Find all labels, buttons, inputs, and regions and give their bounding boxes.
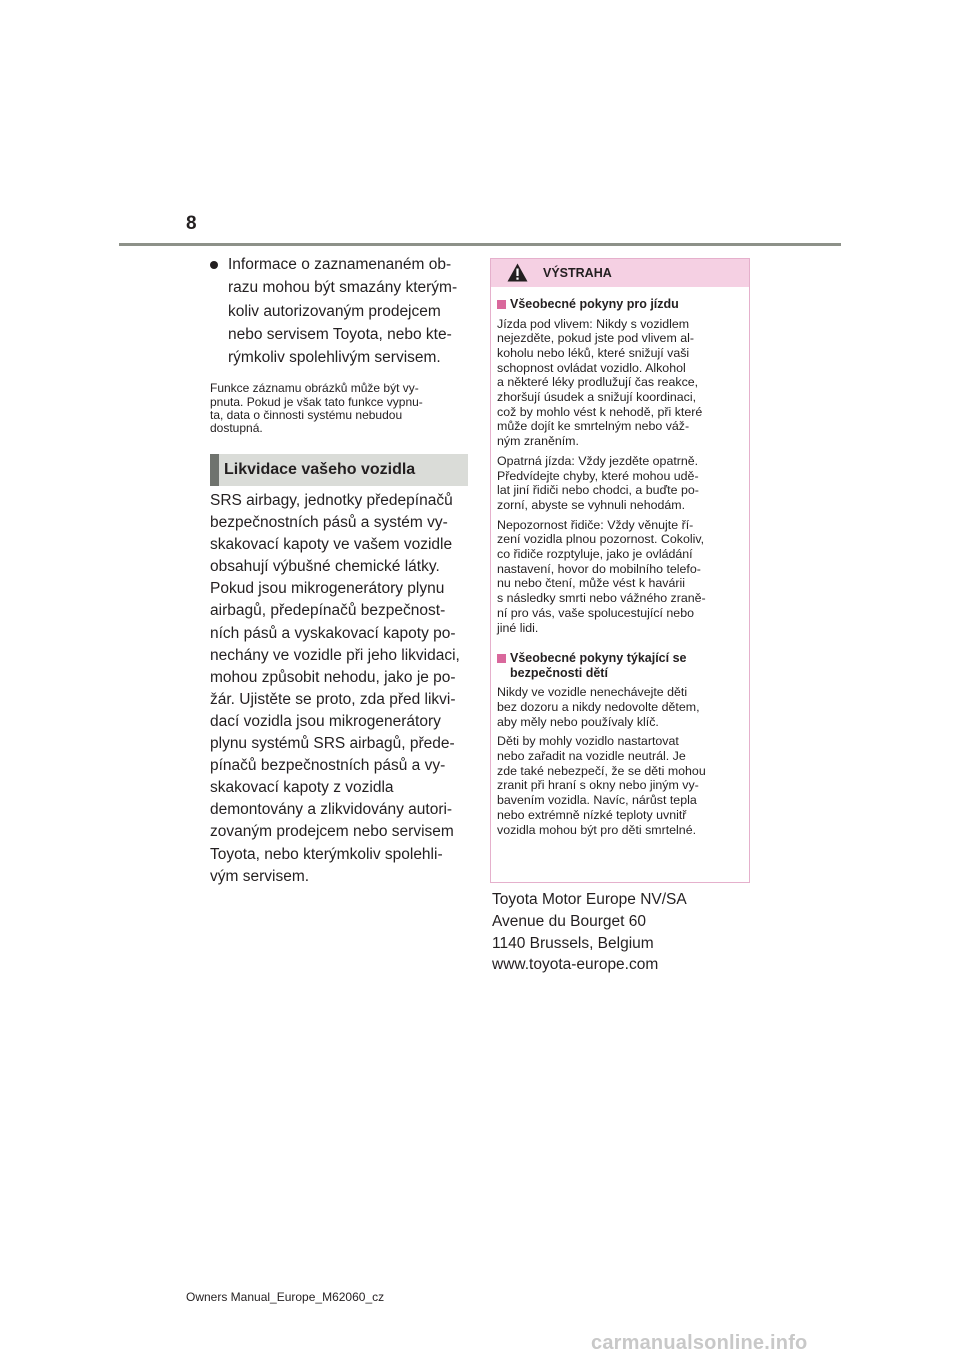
warning-line: bavením vozidla. Navíc, nárůst tepla bbox=[497, 793, 697, 808]
note-line: Funkce záznamu obrázků může být vy- bbox=[210, 381, 419, 396]
warning-paragraph bbox=[497, 685, 743, 729]
body-line: SRS airbagy, jednotky předepínačů bbox=[210, 492, 453, 509]
warning-line: koholu nebo léků, které snižují vaši bbox=[497, 345, 690, 360]
body-line: vým servisem. bbox=[210, 867, 310, 885]
warning-paragraph bbox=[497, 734, 743, 837]
warning-line: zorní, abyste se vyhnuli nehodám. bbox=[497, 497, 686, 512]
warning-section-title-line: Všeobecné pokyny pro jízdu bbox=[510, 297, 679, 311]
warning-line: nebo extrémně nízké teploty uvnitř bbox=[497, 807, 687, 822]
body-line: ních pásů a vyskakovací kapoty po- bbox=[210, 624, 456, 642]
warning-paragraph bbox=[497, 454, 743, 513]
warning-line: nastavení, hovor do mobilního telefo- bbox=[497, 561, 701, 576]
note-line: pnuta. Pokud je však tato funkce vypnu- bbox=[210, 394, 423, 409]
warning-line: vozidla mohou být pro děti smrtelné. bbox=[497, 822, 697, 837]
warning-line: aby měly nebo používaly klíč. bbox=[497, 714, 659, 729]
body-line: Toyota, nebo kterýmkoliv spolehli- bbox=[210, 845, 443, 863]
warning-line: a některé léky prodlužují čas reakce, bbox=[497, 375, 699, 390]
body-paragraph bbox=[210, 490, 468, 888]
address-block bbox=[492, 889, 687, 976]
bullet-line: nebo servisem Toyota, nebo kte- bbox=[228, 325, 452, 343]
section-heading-text: Likvidace vašeho vozidla bbox=[224, 461, 416, 478]
warning-header bbox=[491, 259, 749, 287]
address-website: www.toyota-europe.com bbox=[492, 956, 659, 974]
warning-line: Nikdy ve vozidle nenechávejte děti bbox=[497, 685, 688, 700]
header-rule bbox=[119, 243, 841, 246]
warning-line: nu nebo čtení, může vést k havárii bbox=[497, 576, 686, 591]
note-text bbox=[210, 382, 468, 435]
body-line: plynu systémů SRS airbagů, přede- bbox=[210, 735, 455, 753]
left-column bbox=[210, 253, 468, 436]
bullet-item bbox=[210, 253, 468, 369]
body-line: Pokud jsou mikrogenerátory plynu bbox=[210, 580, 445, 598]
body-line: skakovací kapoty ve vašem vozidle bbox=[210, 536, 453, 554]
warning-line: bez dozoru a nikdy nedovolte dětem, bbox=[497, 699, 700, 714]
body-line: demontovány a zlikvidovány autori- bbox=[210, 801, 453, 819]
warning-body bbox=[491, 287, 749, 837]
bullet-line: koliv autorizovaným prodejcem bbox=[228, 302, 441, 320]
page-number: 8 bbox=[186, 213, 197, 234]
body-line: obsahují výbušné chemické látky. bbox=[210, 558, 440, 576]
warning-line: s následky smrti nebo vážného zraně- bbox=[497, 591, 706, 606]
warning-line: Opatrná jízda: Vždy jezděte opatrně. bbox=[497, 453, 699, 468]
body-line: dací vozidla jsou mikrogenerátory bbox=[210, 712, 441, 730]
footer-text: Owners Manual_Europe_M62060_cz bbox=[186, 1290, 385, 1304]
warning-section-title-line: bezpečnosti dětí bbox=[510, 665, 608, 680]
warning-line: ní pro vás, vaše spolucestující nebo bbox=[497, 605, 694, 620]
warning-line: nejezděte, pokud jste pod vlivem al- bbox=[497, 331, 694, 346]
warning-line: ným zraněním. bbox=[497, 434, 579, 449]
bullet-line: razu mohou být smazány kterým- bbox=[228, 279, 458, 297]
bullet-dot-icon bbox=[210, 261, 218, 269]
body-line: airbagů, předepínačů bezpečnost- bbox=[210, 602, 446, 620]
warning-section-title bbox=[497, 651, 743, 680]
warning-line: Předvídejte chyby, které mohou udě- bbox=[497, 468, 699, 483]
warning-line: nebo zařadit na vozidle neutrál. Je bbox=[497, 749, 686, 764]
warning-title: VÝSTRAHA bbox=[543, 266, 612, 280]
bullet-line: rýmkoliv spolehlivým servisem. bbox=[228, 349, 441, 367]
warning-line: zde také nebezpečí, že se děti mohou bbox=[497, 763, 706, 778]
section-heading bbox=[210, 454, 468, 486]
square-bullet-icon bbox=[497, 654, 506, 663]
body-line: zovaným prodejcem nebo servisem bbox=[210, 823, 454, 841]
body-line: nechány ve vozidle při jeho likvidaci, bbox=[210, 646, 460, 664]
warning-line: což by mohlo vést k nehodě, při které bbox=[497, 404, 703, 419]
warning-line: lat jiní řidiči nebo chodci, a buďte po- bbox=[497, 483, 699, 498]
body-line: bezpečnostních pásů a systém vy- bbox=[210, 514, 448, 532]
body-line: žár. Ujistěte se proto, zda před likvi- bbox=[210, 690, 456, 708]
warning-line: Nepozornost řidiče: Vždy věnujte ří- bbox=[497, 517, 694, 532]
warning-triangle-icon bbox=[507, 263, 528, 282]
body-line: skakovací kapoty z vozidla bbox=[210, 779, 394, 797]
warning-paragraph bbox=[497, 317, 743, 449]
warning-line: zení vozidla plnou pozornost. Cokoliv, bbox=[497, 532, 705, 547]
warning-line: zhoršují úsudek a snižují koordinaci, bbox=[497, 390, 697, 405]
address-street: Avenue du Bourget 60 bbox=[492, 912, 646, 930]
warning-box bbox=[490, 258, 750, 883]
address-company: Toyota Motor Europe NV/SA bbox=[492, 891, 687, 908]
warning-line: může dojít ke smrtelným nebo váž- bbox=[497, 419, 690, 434]
warning-line: zranit při hraní s okny nebo jiným vy- bbox=[497, 778, 699, 793]
body-line: mohou způsobit nehodu, jako je po- bbox=[210, 668, 456, 686]
address-city: 1140 Brussels, Belgium bbox=[492, 934, 654, 952]
warning-line: Jízda pod vlivem: Nikdy s vozidlem bbox=[497, 316, 690, 331]
warning-section-title-line: Všeobecné pokyny týkající se bbox=[510, 651, 687, 666]
warning-section-title bbox=[497, 297, 743, 312]
note-line: ta, data o činnosti systému nebudou bbox=[210, 408, 403, 423]
bullet-line: Informace o zaznamenaném ob- bbox=[228, 256, 452, 273]
warning-line: schopnost ovládat vozidlo. Alkohol bbox=[497, 360, 686, 375]
note-line: dostupná. bbox=[210, 421, 263, 436]
warning-line: co řidiče rozptyluje, jako je ovládání bbox=[497, 547, 693, 562]
warning-line: jiné lidi. bbox=[497, 620, 539, 635]
body-line: pínačů bezpečnostních pásů a vy- bbox=[210, 757, 446, 775]
watermark: carmanualsonline.info bbox=[591, 1332, 808, 1354]
square-bullet-icon bbox=[497, 300, 506, 309]
warning-line: Děti by mohly vozidlo nastartovat bbox=[497, 734, 679, 749]
warning-paragraph bbox=[497, 518, 743, 636]
